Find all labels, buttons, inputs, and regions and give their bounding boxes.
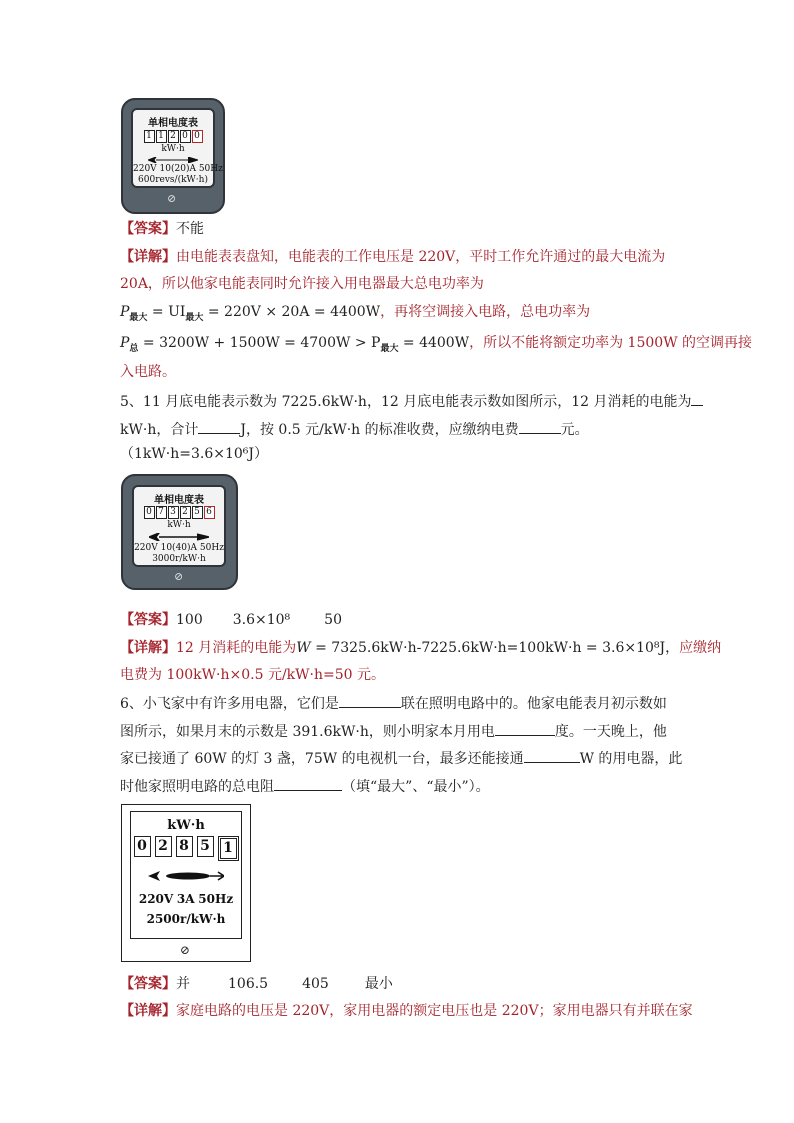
meter-digit: 1 bbox=[156, 130, 167, 143]
meter-digit: 0 bbox=[192, 130, 203, 143]
knob-icon: ⊘ bbox=[180, 943, 191, 957]
meter-title: 单相电度表 bbox=[154, 495, 204, 506]
meter-digit: 2 bbox=[180, 506, 191, 519]
answer-blank[interactable] bbox=[524, 748, 580, 763]
answer-line: 【答案】不能 bbox=[120, 221, 204, 237]
detail-line: 【详解】12 月消耗的电能为W = 7325.6kW·h-7225.6kW·h=100kW·h = 3.6×10⁸J，应缴纳 bbox=[120, 640, 722, 656]
meter-spec: 220V 10(20)A 50Hz bbox=[133, 164, 223, 174]
meter-digits bbox=[133, 130, 213, 143]
answer-blank[interactable] bbox=[274, 776, 342, 791]
answer-blank[interactable] bbox=[495, 721, 555, 736]
meter-digit: 5 bbox=[192, 506, 203, 519]
meter-rev: 2500r/kW·h bbox=[146, 912, 226, 926]
meter-digit: 0 bbox=[134, 836, 151, 857]
meter-digit: 2 bbox=[155, 836, 172, 857]
question-5-note: （1kW·h=3.6×10⁶J） bbox=[120, 446, 269, 462]
detail-line: 电费为 100kW·h×0.5 元/kW·h=50 元。 bbox=[120, 667, 386, 683]
knob-icon: ⊘ bbox=[174, 570, 184, 583]
meter-digit: 1 bbox=[218, 836, 239, 861]
meter-spec: 220V 10(40)A 50Hz bbox=[134, 543, 224, 553]
question-6-line: 图所示，如果月末的示数是 391.6kW·h，则小明家本月用电 度。一天晚上，他 bbox=[120, 721, 667, 742]
meter-digit: 2 bbox=[168, 130, 179, 143]
answer-blank[interactable] bbox=[339, 693, 401, 708]
question-6-line: 家已接通了 60W 的灯 3 盏，75W 的电视机一台，最多还能接通 W 的用电器，此 bbox=[120, 748, 682, 769]
meter-digit: 0 bbox=[144, 506, 155, 519]
meter-rev: 600revs/(kW·h) bbox=[138, 175, 208, 185]
meter-digits bbox=[134, 506, 224, 519]
detail-line: 【详解】家庭电路的电压是 220V，家用电器的额定电压也是 220V；家用电器只有并联在家 bbox=[120, 1003, 693, 1019]
question-5-line: 5、11 月底电能表示数为 7225.6kW·h，12 月底电能表示数如图所示，12 月消耗的电能为 bbox=[120, 391, 703, 412]
detail-line: 【详解】由电能表表盘知，电能表的工作电压是 220V，平时工作允许通过的最大电流为 bbox=[120, 249, 666, 265]
answer-blank[interactable] bbox=[198, 419, 240, 434]
meter-digit: 5 bbox=[197, 836, 214, 857]
meter-unit: kW·h bbox=[167, 520, 191, 530]
meter-digit: 3 bbox=[168, 506, 179, 519]
question-6-line: 6、小飞家中有许多用电器，它们是 联在照明电路中的。他家电能表月初示数如 bbox=[120, 693, 667, 714]
question-6-line: 时他家照明电路的总电阻 （填“最大”、“最小”）。 bbox=[120, 776, 490, 797]
meter-digit: 8 bbox=[176, 836, 193, 857]
meter-unit: kW·h bbox=[161, 144, 185, 154]
meter-digit: 7 bbox=[156, 506, 167, 519]
knob-icon: ⊘ bbox=[167, 192, 177, 205]
detail-line: 20A，所以他家电能表同时允许接入用电器最大总电功率为 bbox=[120, 276, 484, 292]
question-5-line: kW·h，合计 J，按 0.5 元/kW·h 的标准收费，应缴纳电费 元。 bbox=[120, 419, 589, 440]
meter-spec: 220V 3A 50Hz bbox=[138, 892, 234, 906]
answer-line: 【答案】并 106.5 405 最小 bbox=[120, 976, 393, 992]
formula-line: $P_总 = 3200W + 1500W = 4700W > P_{最大} = 4400W$，所以不能将额定功率为 1500W 的空调再接 bbox=[120, 335, 753, 354]
meter-title: 单相电度表 bbox=[148, 118, 198, 129]
meter-unit: kW·h bbox=[167, 818, 205, 833]
formula-line: $P_{最大} = UI_{最大} = 220V \times 20A = 4400W$，再将空调接入电路，总电功率为 bbox=[120, 304, 591, 323]
meter-digits bbox=[131, 836, 241, 861]
meter-digit: 1 bbox=[144, 130, 155, 143]
meter-digit: 6 bbox=[204, 506, 215, 519]
electric-meter-1 bbox=[121, 98, 225, 214]
detail-line: 入电路。 bbox=[120, 364, 176, 380]
meter-face bbox=[130, 811, 242, 939]
answer-blank[interactable] bbox=[691, 391, 703, 406]
answer-line: 【答案】100 3.6×10⁸ 50 bbox=[120, 612, 342, 628]
meter-rev: 3000r/kW·h bbox=[152, 554, 206, 564]
meter-digit: 0 bbox=[180, 130, 191, 143]
disc-arrow-icon bbox=[131, 870, 241, 885]
answer-blank[interactable] bbox=[519, 419, 561, 434]
electric-meter-3 bbox=[121, 804, 251, 962]
electric-meter-2 bbox=[121, 474, 238, 590]
